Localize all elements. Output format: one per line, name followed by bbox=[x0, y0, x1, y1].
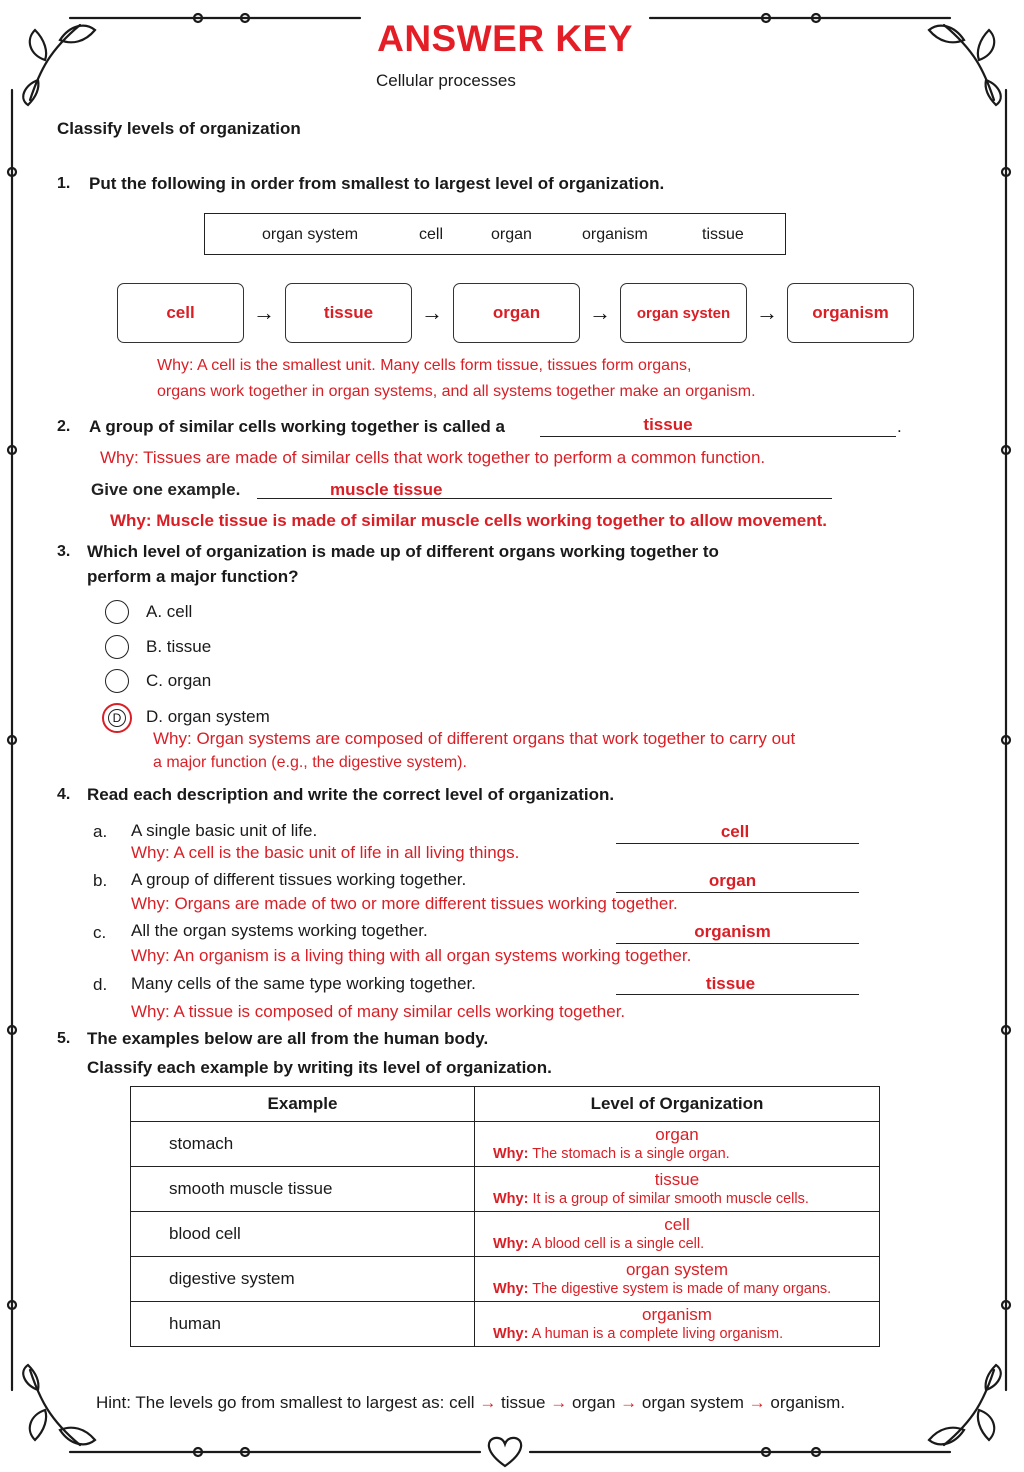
q4c-letter: c. bbox=[93, 923, 107, 942]
q5-prompt-line2: Classify each example by writing its level of organization. bbox=[87, 1058, 552, 1077]
level-why: Why: It is a group of similar smooth muscle cells. bbox=[493, 1190, 809, 1207]
q3-why-line2: a major function (e.g., the digestive system). bbox=[153, 754, 467, 771]
q1-number: 1. bbox=[57, 175, 71, 192]
q4a-text: A single basic unit of life. bbox=[131, 821, 318, 840]
level-answer: cell bbox=[664, 1214, 690, 1234]
q4d-why: Why: A tissue is composed of many similar cells working together. bbox=[131, 1002, 626, 1021]
q4d-text: Many cells of the same type working together. bbox=[131, 974, 476, 993]
word-bank-item: cell bbox=[419, 226, 444, 243]
word-bank-item: organ system bbox=[262, 226, 359, 243]
order-arrow: → bbox=[589, 300, 611, 325]
level-why: Why: A human is a complete living organism. bbox=[493, 1325, 784, 1342]
q2-answer: tissue bbox=[643, 415, 693, 434]
order-box-3: organ bbox=[453, 283, 580, 343]
q3-why-line1: Why: Organ systems are composed of different organs that work together to carry out bbox=[153, 729, 796, 748]
level-why: Why: The digestive system is made of many organs. bbox=[493, 1280, 832, 1297]
table-cell-example: human bbox=[131, 1302, 475, 1347]
choice-a-label: A. cell bbox=[146, 602, 193, 621]
word-bank bbox=[204, 213, 786, 255]
q1-why-line1: Why: A cell is the smallest unit. Many cells form tissue, tissues form organs, bbox=[157, 357, 692, 374]
word-bank-item: tissue bbox=[702, 226, 744, 243]
choice-c-radio[interactable] bbox=[105, 669, 129, 693]
table-cell-example: stomach bbox=[131, 1122, 475, 1167]
table-cell-example: digestive system bbox=[131, 1257, 475, 1302]
level-why: Why: A blood cell is a single cell. bbox=[493, 1235, 705, 1252]
q4b-why: Why: Organs are made of two or more different tissues working together. bbox=[131, 894, 678, 913]
order-box-5: organism bbox=[787, 283, 914, 343]
order-arrow: → bbox=[253, 300, 275, 325]
table-cell-level bbox=[475, 1302, 880, 1347]
classification-table bbox=[130, 1086, 880, 1347]
choice-d-radio-selected[interactable] bbox=[102, 703, 132, 733]
q2-period: . bbox=[897, 417, 902, 436]
table-header-level: Level of Organization bbox=[475, 1087, 880, 1122]
choice-a-radio[interactable] bbox=[105, 600, 129, 624]
table-cell-level bbox=[475, 1257, 880, 1302]
q1-prompt: Put the following in order from smallest to largest level of organization. bbox=[89, 174, 665, 193]
q4b-answer: organ bbox=[708, 871, 757, 890]
table-header-example: Example bbox=[131, 1087, 475, 1122]
q4a-letter: a. bbox=[93, 822, 108, 841]
q4d-answer: tissue bbox=[705, 974, 756, 993]
q4a-answer: cell bbox=[720, 822, 750, 841]
q5-number: 5. bbox=[57, 1030, 71, 1047]
q2-example-prompt: Give one example. bbox=[91, 480, 241, 499]
order-arrow: → bbox=[756, 300, 778, 325]
q2-example-answer: muscle tissue bbox=[330, 480, 443, 499]
table-row bbox=[131, 1122, 880, 1167]
word-bank-item: organism bbox=[582, 226, 648, 243]
page-subtitle: Cellular processes bbox=[376, 71, 516, 90]
table-row bbox=[131, 1302, 880, 1347]
q4d-letter: d. bbox=[93, 975, 108, 994]
q4c-text: All the organ systems working together. bbox=[131, 921, 428, 940]
q1-why-line2: organs work together in organ systems, and all systems together make an organism. bbox=[157, 383, 756, 400]
q5-prompt-line1: The examples below are all from the human body. bbox=[87, 1029, 489, 1048]
heart-icon bbox=[489, 1438, 521, 1466]
level-answer: organ bbox=[655, 1124, 699, 1144]
hint-text: Hint: The levels go from smallest to largest as: cell → tissue → organ → organ system → organism. bbox=[96, 1393, 846, 1412]
q2-number: 2. bbox=[57, 418, 71, 435]
order-box-2: tissue bbox=[285, 283, 412, 343]
q2-why: Why: Tissues are made of similar cells that work together to perform a common function. bbox=[100, 448, 766, 467]
choice-d-label: D. organ system bbox=[146, 707, 270, 726]
q4-prompt: Read each description and write the correct level of organization. bbox=[87, 785, 615, 804]
order-arrow: → bbox=[421, 300, 443, 325]
table-cell-level bbox=[475, 1167, 880, 1212]
q4c-answer: organism bbox=[694, 922, 771, 941]
level-answer: tissue bbox=[654, 1169, 700, 1189]
level-answer: organism bbox=[642, 1304, 712, 1324]
choice-b-label: B. tissue bbox=[146, 637, 212, 656]
choice-b-radio[interactable] bbox=[105, 635, 129, 659]
table-header-row bbox=[131, 1087, 880, 1122]
level-answer: organ system bbox=[625, 1259, 729, 1279]
table-row bbox=[131, 1212, 880, 1257]
table-cell-level bbox=[475, 1122, 880, 1167]
q3-prompt-line2: perform a major function? bbox=[87, 567, 299, 586]
page-title: ANSWER KEY bbox=[377, 18, 633, 59]
q3-number: 3. bbox=[57, 543, 71, 560]
level-why: Why: The stomach is a single organ. bbox=[493, 1145, 730, 1162]
q4-number: 4. bbox=[57, 786, 71, 803]
word-bank-item: organ bbox=[491, 226, 532, 243]
table-row bbox=[131, 1257, 880, 1302]
table-cell-example: smooth muscle tissue bbox=[131, 1167, 475, 1212]
q2-example-why: Why: Muscle tissue is made of similar muscle cells working together to allow movement. bbox=[110, 511, 828, 530]
q3-prompt-line1: Which level of organization is made up of different organs working together to bbox=[87, 542, 719, 561]
q4b-letter: b. bbox=[93, 871, 108, 890]
choice-d-marker: D bbox=[108, 709, 126, 727]
order-box-4: organ systen bbox=[620, 283, 747, 343]
table-row bbox=[131, 1167, 880, 1212]
order-box-1: cell bbox=[117, 283, 244, 343]
table-cell-level bbox=[475, 1212, 880, 1257]
choice-c-label: C. organ bbox=[146, 671, 212, 690]
q4a-why: Why: A cell is the basic unit of life in all living things. bbox=[131, 843, 520, 862]
q2-prompt: A group of similar cells working together is called a bbox=[89, 417, 505, 436]
q4c-why: Why: An organism is a living thing with all organ systems working together. bbox=[131, 946, 692, 965]
q4b-text: A group of different tissues working together. bbox=[131, 870, 467, 889]
table-cell-example: blood cell bbox=[131, 1212, 475, 1257]
section-heading: Classify levels of organization bbox=[57, 119, 301, 138]
